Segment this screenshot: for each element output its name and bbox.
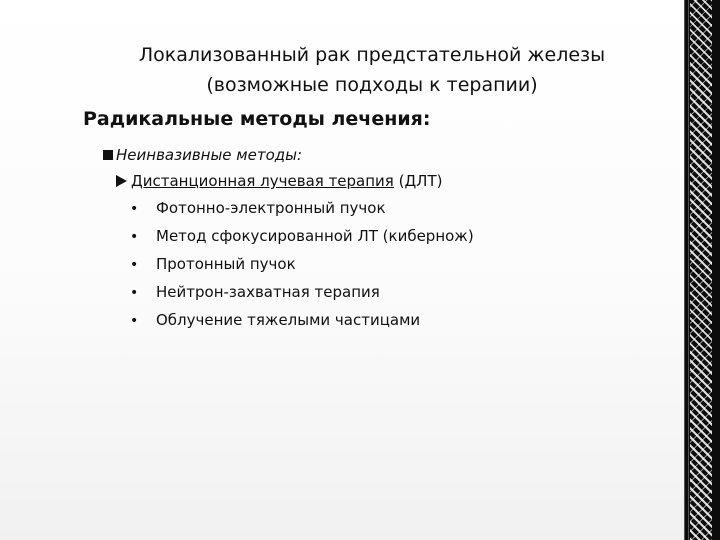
subheading-label: Неинвазивные методы: — [116, 146, 303, 164]
subheading-noninvasive — [103, 146, 302, 164]
slide-title-line-2: (возможные подходы к терапии) — [206, 74, 538, 96]
checkbox-square-icon — [103, 150, 113, 160]
method-external-beam — [116, 172, 442, 190]
list-item — [130, 309, 474, 337]
bullet-icon: • — [130, 313, 139, 329]
list-item — [130, 225, 474, 253]
decorative-side-border — [684, 0, 720, 540]
slide-title — [92, 40, 652, 100]
list-item — [130, 197, 474, 225]
list-item-text: Нейтрон-захватная терапия — [156, 283, 380, 301]
list-item-text: Протонный пучок — [156, 255, 296, 273]
list-item — [130, 281, 474, 309]
bullet-icon: • — [130, 201, 139, 217]
list-item-text: Фотонно-электронный пучок — [156, 199, 386, 217]
list-item-text: Облучение тяжелыми частицами — [156, 311, 421, 329]
section-heading: Радикальные методы лечения: — [83, 108, 431, 130]
bullet-icon: • — [130, 229, 139, 245]
list-item-text: Метод сфокусированной ЛТ (кибернож) — [156, 227, 474, 245]
arrow-right-icon — [116, 175, 127, 187]
slide-title-line-1: Локализованный рак предстательной железы — [138, 44, 606, 66]
method-abbreviation: (ДЛТ) — [393, 172, 443, 190]
method-title: Дистанционная лучевая терапия — [131, 172, 394, 190]
bullet-icon: • — [130, 285, 139, 301]
bullet-list — [130, 197, 474, 337]
list-item — [130, 253, 474, 281]
bullet-icon: • — [130, 257, 139, 273]
border-zigzag-pattern — [690, 0, 712, 540]
